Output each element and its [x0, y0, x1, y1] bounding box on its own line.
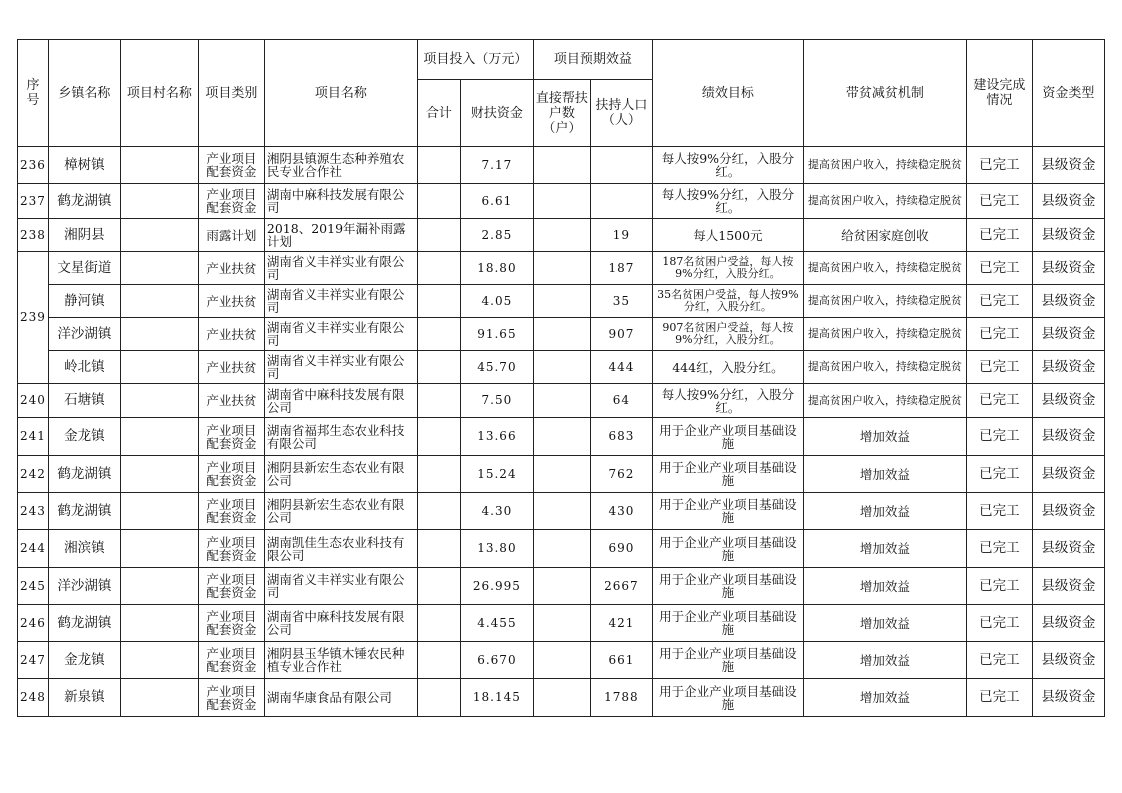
row-people: 19 — [590, 219, 652, 252]
row-fund-type: 县级资金 — [1032, 184, 1104, 219]
row-status: 已完工 — [966, 318, 1032, 351]
row-fund: 13.80 — [460, 530, 533, 568]
row-households — [533, 384, 590, 418]
row-people — [590, 147, 652, 184]
row-households — [533, 147, 590, 184]
row-town: 湘阴县 — [48, 219, 120, 252]
table-row — [18, 219, 1105, 252]
row-category: 产业扶贫 — [198, 351, 264, 384]
table-row — [18, 252, 1105, 285]
row-town: 鹤龙湖镇 — [48, 605, 120, 642]
row-status: 已完工 — [966, 418, 1032, 456]
row-village — [120, 285, 198, 318]
row-project: 湖南省义丰祥实业有限公司 — [264, 285, 417, 318]
row-total — [417, 493, 460, 530]
header-category: 项目类别 — [198, 40, 264, 147]
row-goal: 444红，入股分红。 — [652, 351, 803, 384]
row-people: 2667 — [590, 568, 652, 605]
row-project: 2018、2019年漏补雨露计划 — [264, 219, 417, 252]
row-project: 湖南凯佳生态农业科技有限公司 — [264, 530, 417, 568]
header-people: 扶持人口（人） — [590, 80, 652, 147]
row-total — [417, 252, 460, 285]
header-seq: 序号 — [18, 40, 49, 147]
row-seq: 236 — [18, 147, 49, 184]
row-category: 产业项目配套资金 — [198, 456, 264, 493]
row-fund-type: 县级资金 — [1032, 642, 1104, 679]
row-fund: 2.85 — [460, 219, 533, 252]
row-project: 湖南省义丰祥实业有限公司 — [264, 351, 417, 384]
row-seq: 243 — [18, 493, 49, 530]
row-seq: 240 — [18, 384, 49, 418]
row-total — [417, 285, 460, 318]
row-village — [120, 219, 198, 252]
row-people: 35 — [590, 285, 652, 318]
header-status: 建设完成情况 — [966, 40, 1032, 147]
row-fund: 26.995 — [460, 568, 533, 605]
row-status: 已完工 — [966, 351, 1032, 384]
row-project: 湘阴县新宏生态农业有限公司 — [264, 456, 417, 493]
row-fund-type: 县级资金 — [1032, 351, 1104, 384]
row-fund: 45.70 — [460, 351, 533, 384]
row-project: 湘阴县新宏生态农业有限公司 — [264, 493, 417, 530]
row-goal: 用于企业产业项目基础设施 — [652, 418, 803, 456]
row-village — [120, 384, 198, 418]
table-row — [18, 456, 1105, 493]
row-village — [120, 568, 198, 605]
row-status: 已完工 — [966, 493, 1032, 530]
row-people: 762 — [590, 456, 652, 493]
row-category: 产业项目配套资金 — [198, 679, 264, 717]
row-project: 湖南省中麻科技发展有限公司 — [264, 384, 417, 418]
row-fund-type: 县级资金 — [1032, 530, 1104, 568]
row-total — [417, 679, 460, 717]
row-fund: 6.670 — [460, 642, 533, 679]
row-category: 产业项目配套资金 — [198, 184, 264, 219]
row-fund: 13.66 — [460, 418, 533, 456]
row-households — [533, 605, 590, 642]
row-goal: 用于企业产业项目基础设施 — [652, 568, 803, 605]
row-status: 已完工 — [966, 679, 1032, 717]
row-status: 已完工 — [966, 605, 1032, 642]
row-town: 鹤龙湖镇 — [48, 493, 120, 530]
table-row — [18, 493, 1105, 530]
row-total — [417, 456, 460, 493]
row-town: 石塘镇 — [48, 384, 120, 418]
row-seq: 244 — [18, 530, 49, 568]
row-category: 产业项目配套资金 — [198, 530, 264, 568]
row-village — [120, 679, 198, 717]
row-people: 444 — [590, 351, 652, 384]
row-total — [417, 642, 460, 679]
row-fund: 18.80 — [460, 252, 533, 285]
table-row — [18, 530, 1105, 568]
table-row — [18, 679, 1105, 717]
row-status: 已完工 — [966, 568, 1032, 605]
row-village — [120, 147, 198, 184]
header-goal: 绩效目标 — [652, 40, 803, 147]
row-town: 金龙镇 — [48, 418, 120, 456]
row-project: 湘阴县玉华镇木锤农民种植专业合作社 — [264, 642, 417, 679]
row-households — [533, 493, 590, 530]
row-goal: 每人1500元 — [652, 219, 803, 252]
row-seq: 247 — [18, 642, 49, 679]
row-fund-type: 县级资金 — [1032, 252, 1104, 285]
row-seq: 241 — [18, 418, 49, 456]
row-town: 金龙镇 — [48, 642, 120, 679]
row-village — [120, 351, 198, 384]
row-mechanism: 增加效益 — [803, 642, 966, 679]
row-category: 产业项目配套资金 — [198, 418, 264, 456]
row-people: 421 — [590, 605, 652, 642]
row-status: 已完工 — [966, 252, 1032, 285]
row-category: 雨露计划 — [198, 219, 264, 252]
row-town: 静河镇 — [48, 285, 120, 318]
header-mechanism: 带贫减贫机制 — [803, 40, 966, 147]
row-town: 洋沙湖镇 — [48, 568, 120, 605]
row-fund-type: 县级资金 — [1032, 285, 1104, 318]
row-town: 文星街道 — [48, 252, 120, 285]
row-fund: 91.65 — [460, 318, 533, 351]
row-town: 鹤龙湖镇 — [48, 456, 120, 493]
row-people: 187 — [590, 252, 652, 285]
row-fund-type: 县级资金 — [1032, 456, 1104, 493]
row-category: 产业扶贫 — [198, 318, 264, 351]
row-households — [533, 530, 590, 568]
row-category: 产业扶贫 — [198, 285, 264, 318]
row-status: 已完工 — [966, 147, 1032, 184]
row-people: 64 — [590, 384, 652, 418]
row-seq: 238 — [18, 219, 49, 252]
project-table — [17, 39, 1105, 717]
row-total — [417, 318, 460, 351]
row-people — [590, 184, 652, 219]
row-total — [417, 147, 460, 184]
row-fund-type: 县级资金 — [1032, 493, 1104, 530]
row-category: 产业项目配套资金 — [198, 642, 264, 679]
row-mechanism: 提高贫困户收入，持续稳定脱贫 — [803, 351, 966, 384]
row-village — [120, 493, 198, 530]
row-status: 已完工 — [966, 285, 1032, 318]
row-village — [120, 530, 198, 568]
row-fund: 7.17 — [460, 147, 533, 184]
row-households — [533, 184, 590, 219]
table-row — [18, 418, 1105, 456]
row-goal: 907名贫困户受益，每人按9%分红，入股分红。 — [652, 318, 803, 351]
table-row — [18, 642, 1105, 679]
row-seq: 245 — [18, 568, 49, 605]
row-people: 661 — [590, 642, 652, 679]
row-village — [120, 605, 198, 642]
row-fund: 7.50 — [460, 384, 533, 418]
row-households — [533, 285, 590, 318]
row-households — [533, 252, 590, 285]
row-households — [533, 318, 590, 351]
row-category: 产业项目配套资金 — [198, 568, 264, 605]
row-status: 已完工 — [966, 184, 1032, 219]
row-fund: 4.05 — [460, 285, 533, 318]
row-total — [417, 219, 460, 252]
header-village: 项目村名称 — [120, 40, 198, 147]
row-fund-type: 县级资金 — [1032, 679, 1104, 717]
row-mechanism: 增加效益 — [803, 605, 966, 642]
row-people: 1788 — [590, 679, 652, 717]
row-seq: 248 — [18, 679, 49, 717]
row-mechanism: 增加效益 — [803, 456, 966, 493]
row-people: 907 — [590, 318, 652, 351]
row-goal: 187名贫困户受益，每人按9%分红，入股分红。 — [652, 252, 803, 285]
row-category: 产业项目配套资金 — [198, 493, 264, 530]
row-village — [120, 642, 198, 679]
row-households — [533, 642, 590, 679]
row-project: 湖南中麻科技发展有限公司 — [264, 184, 417, 219]
header-invest-group: 项目投入（万元） — [417, 40, 533, 80]
header-fund: 财扶资金 — [460, 80, 533, 147]
row-total — [417, 384, 460, 418]
row-mechanism: 提高贫困户收入，持续稳定脱贫 — [803, 285, 966, 318]
header-households: 直接帮扶户数（户） — [533, 80, 590, 147]
row-goal: 用于企业产业项目基础设施 — [652, 605, 803, 642]
table-row — [18, 184, 1105, 219]
row-town: 洋沙湖镇 — [48, 318, 120, 351]
row-households — [533, 219, 590, 252]
table-row — [18, 147, 1105, 184]
row-total — [417, 530, 460, 568]
row-village — [120, 318, 198, 351]
row-goal: 用于企业产业项目基础设施 — [652, 493, 803, 530]
row-village — [120, 418, 198, 456]
row-households — [533, 568, 590, 605]
row-fund-type: 县级资金 — [1032, 147, 1104, 184]
row-category: 产业项目配套资金 — [198, 605, 264, 642]
table-row — [18, 285, 1105, 318]
row-households — [533, 679, 590, 717]
row-fund: 4.455 — [460, 605, 533, 642]
row-seq: 242 — [18, 456, 49, 493]
header-fund-type: 资金类型 — [1032, 40, 1104, 147]
row-fund: 15.24 — [460, 456, 533, 493]
row-town: 新泉镇 — [48, 679, 120, 717]
row-project: 湖南省义丰祥实业有限公司 — [264, 568, 417, 605]
row-status: 已完工 — [966, 219, 1032, 252]
row-town: 鹤龙湖镇 — [48, 184, 120, 219]
row-seq: 246 — [18, 605, 49, 642]
header-town: 乡镇名称 — [48, 40, 120, 147]
row-fund: 6.61 — [460, 184, 533, 219]
row-town: 岭北镇 — [48, 351, 120, 384]
row-mechanism: 增加效益 — [803, 418, 966, 456]
row-goal: 用于企业产业项目基础设施 — [652, 456, 803, 493]
table-row — [18, 605, 1105, 642]
table-row — [18, 384, 1105, 418]
header-benefit-group: 项目预期效益 — [533, 40, 652, 80]
row-total — [417, 351, 460, 384]
table-row — [18, 318, 1105, 351]
row-village — [120, 456, 198, 493]
table-body — [18, 147, 1105, 717]
row-mechanism: 提高贫困户收入，持续稳定脱贫 — [803, 318, 966, 351]
row-seq: 237 — [18, 184, 49, 219]
row-status: 已完工 — [966, 384, 1032, 418]
row-fund: 4.30 — [460, 493, 533, 530]
row-category: 产业扶贫 — [198, 384, 264, 418]
row-category: 产业项目配套资金 — [198, 147, 264, 184]
row-village — [120, 252, 198, 285]
row-project: 湖南华康食品有限公司 — [264, 679, 417, 717]
row-fund-type: 县级资金 — [1032, 418, 1104, 456]
row-goal: 用于企业产业项目基础设施 — [652, 530, 803, 568]
row-total — [417, 605, 460, 642]
row-households — [533, 351, 590, 384]
row-total — [417, 418, 460, 456]
table-row — [18, 351, 1105, 384]
row-mechanism: 提高贫困户收入，持续稳定脱贫 — [803, 184, 966, 219]
row-mechanism: 给贫困家庭创收 — [803, 219, 966, 252]
row-status: 已完工 — [966, 530, 1032, 568]
row-fund-type: 县级资金 — [1032, 219, 1104, 252]
row-goal: 每人按9%分红，入股分红。 — [652, 147, 803, 184]
row-fund-type: 县级资金 — [1032, 318, 1104, 351]
row-mechanism: 提高贫困户收入，持续稳定脱贫 — [803, 384, 966, 418]
row-mechanism: 增加效益 — [803, 568, 966, 605]
row-households — [533, 456, 590, 493]
row-total — [417, 568, 460, 605]
row-goal: 每人按9%分红，入股分红。 — [652, 384, 803, 418]
row-people: 683 — [590, 418, 652, 456]
table-row — [18, 568, 1105, 605]
row-project: 湘阴县镇源生态种养殖农民专业合作社 — [264, 147, 417, 184]
header-project: 项目名称 — [264, 40, 417, 147]
row-status: 已完工 — [966, 642, 1032, 679]
row-people: 690 — [590, 530, 652, 568]
row-fund-type: 县级资金 — [1032, 568, 1104, 605]
row-mechanism: 增加效益 — [803, 493, 966, 530]
row-goal: 35名贫困户受益，每人按9%分红，入股分红。 — [652, 285, 803, 318]
row-category: 产业扶贫 — [198, 252, 264, 285]
row-fund-type: 县级资金 — [1032, 605, 1104, 642]
row-town: 樟树镇 — [48, 147, 120, 184]
row-project: 湖南省福邦生态农业科技有限公司 — [264, 418, 417, 456]
row-mechanism: 增加效益 — [803, 530, 966, 568]
row-people: 430 — [590, 493, 652, 530]
row-goal: 用于企业产业项目基础设施 — [652, 642, 803, 679]
row-total — [417, 184, 460, 219]
row-project: 湖南省义丰祥实业有限公司 — [264, 252, 417, 285]
row-households — [533, 418, 590, 456]
row-fund-type: 县级资金 — [1032, 384, 1104, 418]
row-fund: 18.145 — [460, 679, 533, 717]
row-goal: 用于企业产业项目基础设施 — [652, 679, 803, 717]
row-status: 已完工 — [966, 456, 1032, 493]
row-town: 湘滨镇 — [48, 530, 120, 568]
row-mechanism: 增加效益 — [803, 679, 966, 717]
row-project: 湖南省中麻科技发展有限公司 — [264, 605, 417, 642]
row-project: 湖南省义丰祥实业有限公司 — [264, 318, 417, 351]
row-mechanism: 提高贫困户收入，持续稳定脱贫 — [803, 147, 966, 184]
row-village — [120, 184, 198, 219]
row-goal: 每人按9%分红，入股分红。 — [652, 184, 803, 219]
row-mechanism: 提高贫困户收入，持续稳定脱贫 — [803, 252, 966, 285]
header-total: 合计 — [417, 80, 460, 147]
row-seq: 239 — [18, 252, 49, 384]
